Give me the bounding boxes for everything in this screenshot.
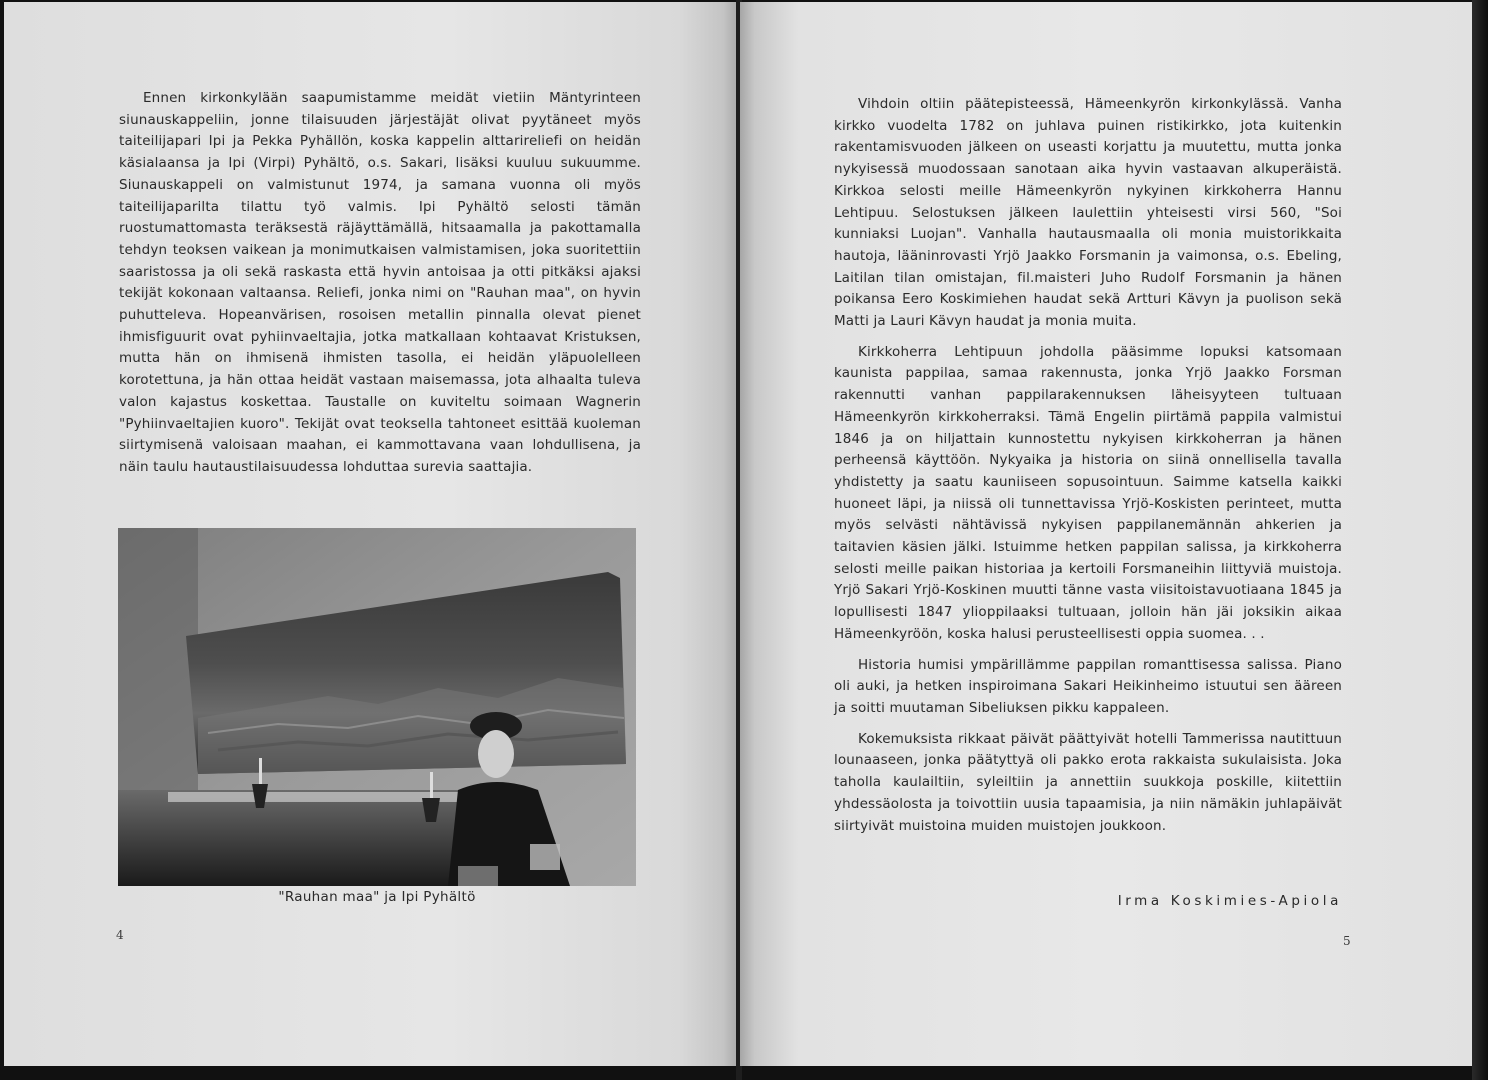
book-edge (1472, 0, 1488, 1080)
page-number-left: 4 (116, 928, 124, 942)
page-number-right: 5 (1343, 934, 1351, 948)
left-page (4, 2, 738, 1066)
author-signature: Irma Koskimies-Apiola (1117, 893, 1342, 909)
right-paragraph-3: Historia humisi ympärillämme pappilan romanttisessa salissa. Piano oli auki, ja hetken inspiroimana Sakari Heikinheimo istuutui sen ääreen ja soitti muutaman Sibeliuksen pikku kappaleen. (834, 656, 1342, 716)
right-paragraph-2: Kirkkoherra Lehtipuun johdolla pääsimme lopuksi katsomaan kaunista pappilaa, samaa rakennusta, jonka Yrjö Jaakko Forsman rakennutti vanhan pappilarakennuksen läheisyyteen tultuaan Hämeenkyrön kirkkoherraksi. Tämä Engelin piirtämä pappila valmistui 1846 ja on hiljattain kunnostettu nykyisen kirkkoherran ja hänen perheensä käyttöön. Nykyaika ja historia on siinä onnellisella tavalla yhdistetty ja saatu kauniiseen sopusointuun. Saimme katsella kaikki huoneet läpi, ja niissä oli tunnettavissa Yrjö-Koskisten perinteet, mutta myös selvästi nähtävissä nykyisen pappilanemännän ahkerien ja taitavien käsien jälki. Istuimme hetken pappilan salissa, ja kirkkoherra selosti meille paikan historiaa ja kertoili Forsmaneihin liittyviä muistoja. Yrjö Sakari Yrjö-Koskinen muutti tänne vasta viisitoistavuotiaana 1845 ja lopullisesti 1847 ylioppilaaksi tultuaan, jolloin hän jäi joksikin aikaa Hämeenkyröön, koska halusi perusteellisesti oppia suomea. . . (834, 343, 1342, 642)
left-paragraph-1: Ennen kirkonkylään saapumistamme meidät vietiin Mäntyrinteen siunauskappeliin, jonne tilaisuuden järjestäjät olivat pyytäneet myös taiteilijapari Ipi ja Pekka Pyhällön, koska kappelin alttarireliefi on heidän käsialaansa ja Ipi (Virpi) Pyhältö, o.s. Sakari, lisäksi kuuluu sukuumme. Siunauskappeli on valmistunut 1974, ja samana vuonna oli myös taiteilijaparilta tilattu työ valmis. Ipi Pyhältö selosti tämän ruostumattomasta teräksestä räjäyttämällä, hitsaamalla ja pakottamalla tehdyn teoksen vaikean ja monimutkaisen valmistamisen, joka suoritettiin saaristossa ja oli sekä raskasta että hyvin antoisaa ja otti pitkäksi ajaksi tekijät kokonaan valtaansa. Reliefi, jonka nimi on "Rauhan maa", on hyvin puhutteleva. Hopeanvärisen, rosoisen metallin pinnalla olevat pienet ihmisfiguurit ovat pyhiinvaeltajia, jotka matkallaan kohtaavat Kristuksen, mutta hän on ihmisenä ihmisten tasolla, ei heidän yläpuolelleen korotettuna, ja hän ottaa heidät vastaan maisemassa, jota alhaalta tuleva valon kajastus koskettaa. Taustalle on kuviteltu soimaan Wagnerin "Pyhiinvaeltajien kuoro". Tekijät ovat teoksella tahtoneet esittää kuoleman siirtymisenä valoisaan maahan, ei kammottavana vaan lohdullisena, ja näin taulu hautaustilaisuudessa lohduttaa surevia saattajia. (119, 90, 641, 475)
left-page-text (119, 88, 641, 479)
photo-caption: "Rauhan maa" ja Ipi Pyhältö (278, 889, 476, 905)
right-paragraph-1: Vihdoin oltiin päätepisteessä, Hämeenkyrön kirkonkylässä. Vanha kirkko vuodelta 1782 on juhlava puinen ristikirkko, jota kuitenkin rakentamisvuoden jälkeen on useasti korjattu ja muutettu, mutta jonka nykyisessä muodossaan sanotaan aika hyvin vastaavan alkuperäistä. Kirkkoa selosti meille Hämeenkyrön nykyinen kirkkoherra Hannu Lehtipuu. Selostuksen jälkeen laulettiin yhteisesti virsi 560, "Soi kunniaksi Luojan". Vanhalla hautausmaalla oli monia muistorikkaita hautoja, lääninrovasti Yrjö Jaakko Forsmanin ja vaimonsa, o.s. Ebeling, Laitilan tilan omistajan, fil.maisteri Juho Rudolf Forsmanin ja hänen poikansa Eero Koskimiehen haudat sekä Artturi Kävyn ja puolison sekä Matti ja Lauri Kävyn haudat ja monia muita. (834, 96, 1342, 330)
photo-rauhan-maa (118, 528, 636, 886)
right-page-text (834, 94, 1342, 837)
photo-illustration (118, 528, 636, 886)
right-page (740, 2, 1472, 1066)
right-paragraph-4: Kokemuksista rikkaat päivät päättyivät hotelli Tammerissa nautittuun lounaaseen, jonka päätyttyä oli pakko erota rakkaista sukulaisista. Joka taholla kaulailtiin, syleiltiin ja annettiin suukkoja poskille, kiitettiin yhdessäolosta ja toivottiin uusia tapaamisia, ja niin nämäkin juhlapäivät siirtyivät muistoina muiden muistojen joukkoon. (834, 730, 1342, 834)
